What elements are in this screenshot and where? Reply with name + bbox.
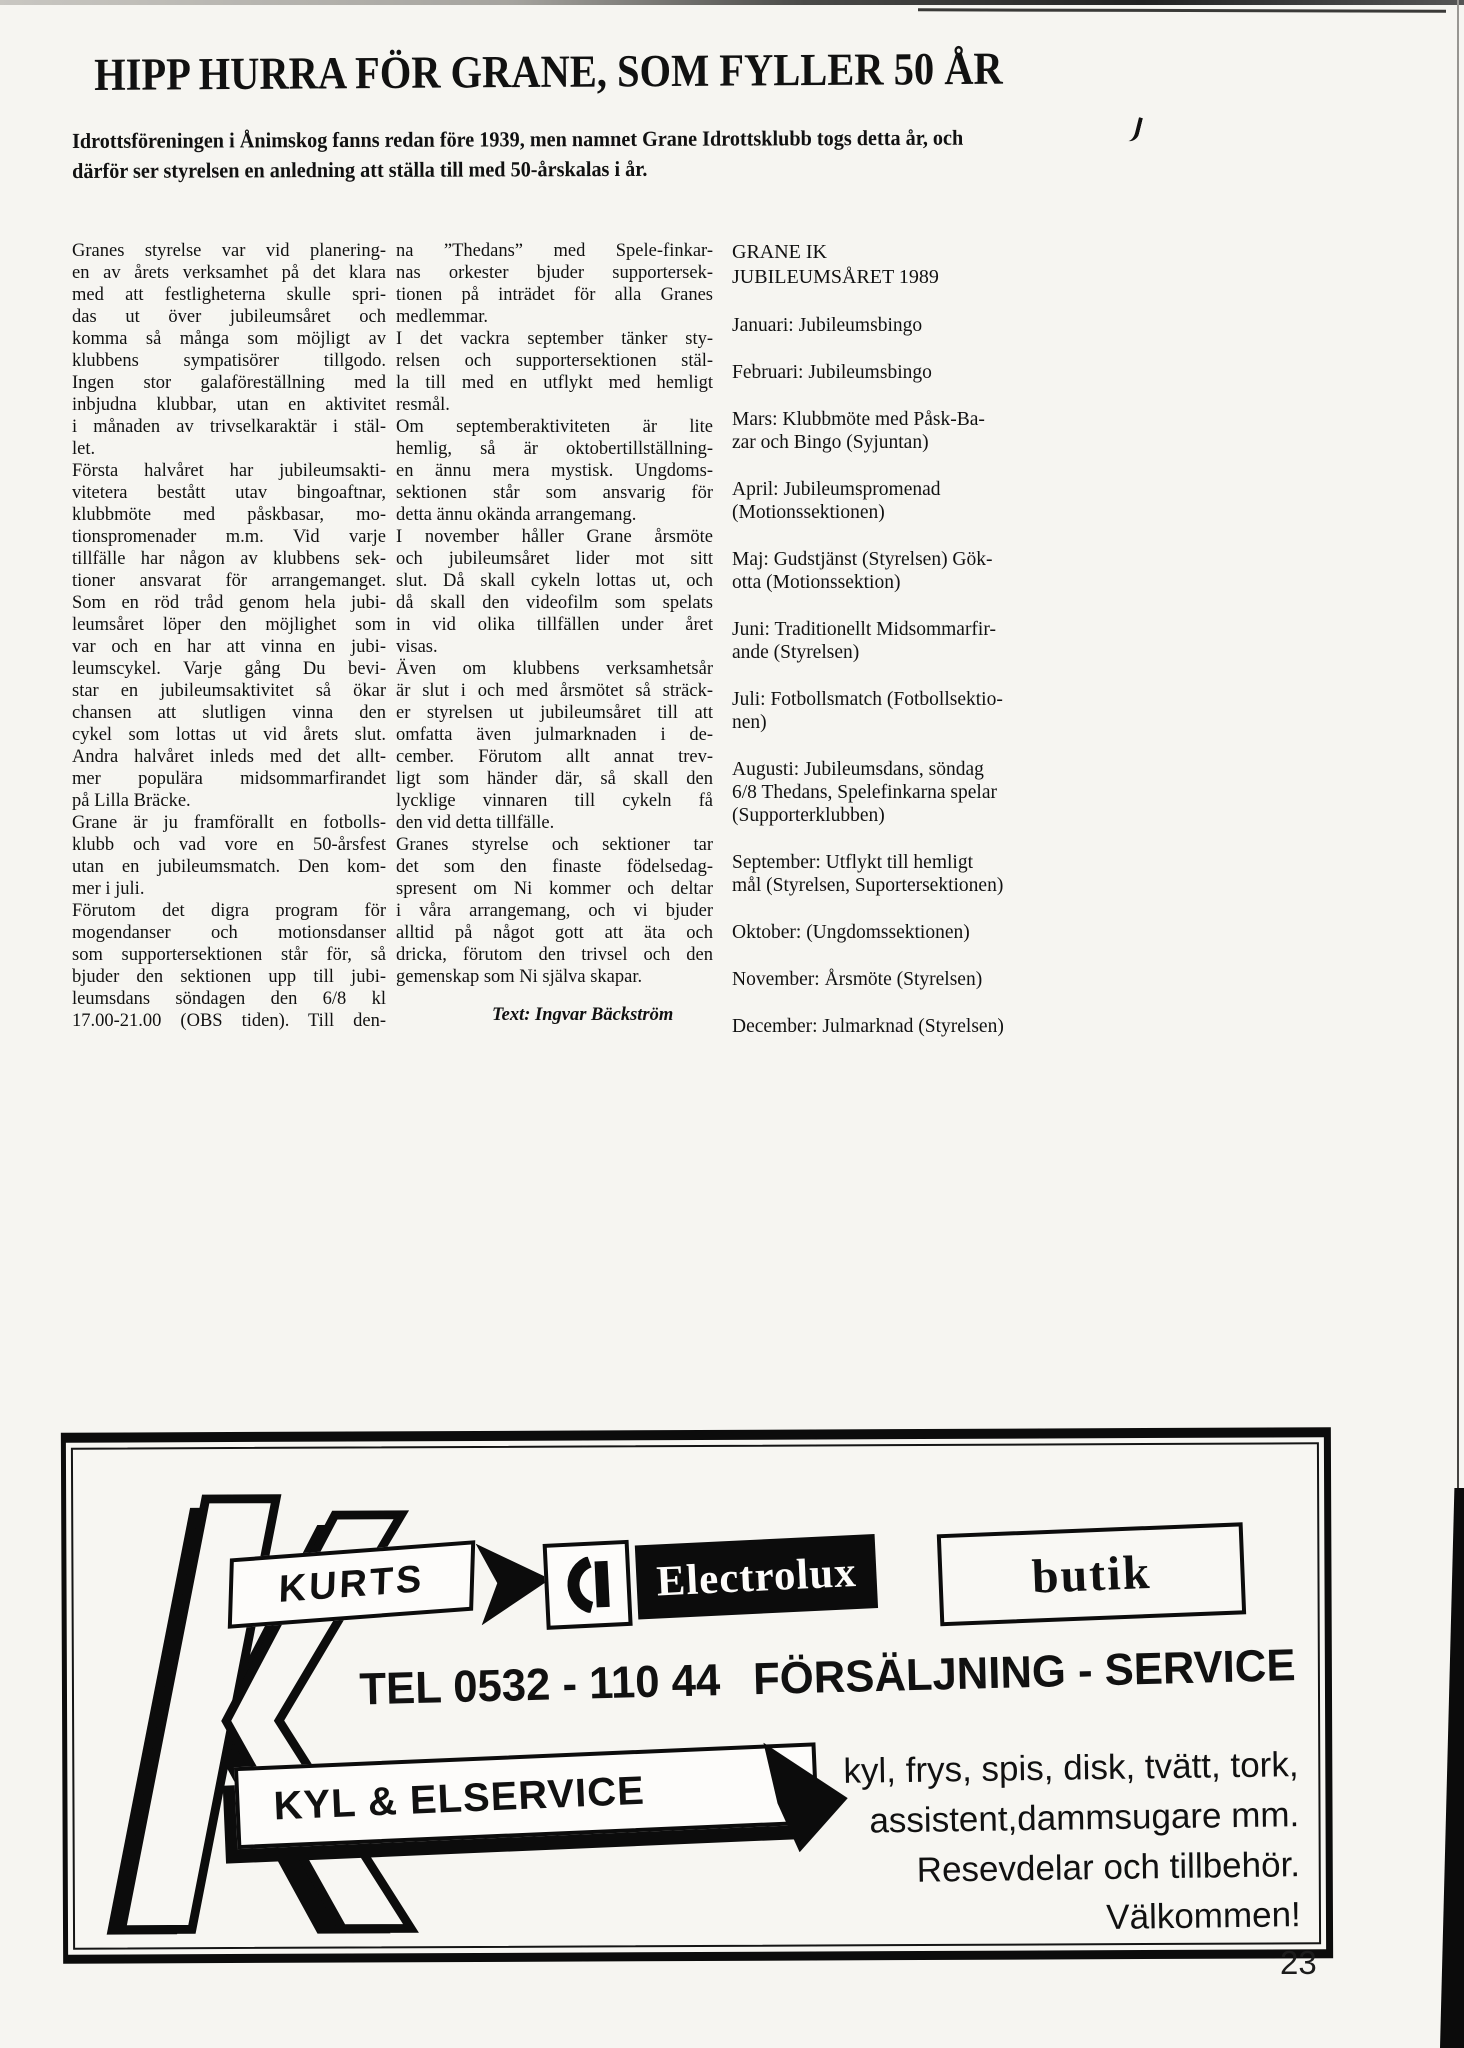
calendar-entry (732, 618, 1038, 664)
article-line: Granes styrelse och sektioner tar (396, 835, 713, 855)
article-line: klubb och vad vore en 50-årsfest (72, 835, 386, 855)
article-line: tionen på inträdet för alla Granes (396, 285, 713, 305)
article-line: i månaden av trivselkaraktär i stäl- (72, 417, 386, 437)
calendar-entry-line: ande (Styrelsen) (732, 642, 860, 663)
butik-box (937, 1522, 1246, 1626)
article-line: omfatta även julmarknaden i de- (396, 725, 713, 745)
page-number: 23 (1280, 1944, 1317, 1981)
article-line: gemenskap som Ni själva skapar. (396, 967, 643, 987)
calendar-entry-line: Juni: Traditionellt Midsommarfir- (732, 619, 996, 640)
calendar-entry-line: otta (Motionssektion) (732, 572, 901, 593)
calendar-entry (732, 361, 1038, 384)
article-line: en ännu mera mystisk. Ungdoms- (396, 461, 713, 481)
article-line: cykel som lottas ut vid årets slut. (72, 725, 386, 745)
calendar-entry-line: November: Årsmöte (Styrelsen) (732, 969, 983, 990)
article-line: ligt som händer där, så skall den (396, 769, 713, 789)
calendar-entry (732, 851, 1038, 897)
article-line: Även om klubbens verksamhetsår (396, 659, 713, 679)
article-line: let. (72, 439, 96, 459)
intro-paragraph (72, 122, 1069, 186)
article-line: Första halvåret har jubileumsakti- (72, 461, 386, 481)
article-line: leumscykel. Varje gång Du bevi- (72, 659, 386, 679)
calendar-entry-line: Januari: Jubileumsbingo (732, 315, 923, 336)
article-line: klubbmöte med påskbasar, mo- (72, 505, 386, 525)
article-line: leumsåret löper den möjlighet som (72, 615, 386, 635)
article-line: sektionen står som ansvarig för (396, 483, 713, 503)
article-line: som supportersektionen står för, så (72, 945, 386, 965)
article-line: Förutom det digra program för (72, 901, 386, 921)
ad-product-list (678, 1740, 1301, 1949)
calendar-entry (732, 921, 1038, 944)
butik-label: butik (1030, 1545, 1153, 1604)
article-line: detta ännu okända arrangemang. (396, 505, 637, 525)
calendar-entry-line: Maj: Gudstjänst (Styrelsen) Gök- (732, 549, 993, 570)
article-line: la till med en utflykt med hemligt (396, 373, 713, 393)
article-line: slut. Då skall cykeln lottas ut, och (396, 571, 713, 591)
article-line: vitetera bestått utav bingoaftnar, (72, 483, 386, 503)
page-title: HIPP HURRA FÖR GRANE, SOM FYLLER 50 ÅR (94, 42, 1003, 100)
article-line: mogendanser och motionsdanser (72, 923, 386, 943)
article-line: leumsdans söndagen den 6/8 kl (72, 989, 386, 1009)
calendar-entry (732, 314, 1038, 337)
article-line: klubbens sympatisörer tillgodo. (72, 351, 386, 371)
calendar-entries (732, 314, 1038, 1038)
article-line: relsen och supportersektionen stäl- (396, 351, 713, 371)
article-line: den vid detta tillfälle. (396, 813, 555, 833)
article-line: Om septemberaktiviteten är lite (396, 417, 713, 437)
article-line: hemlig, så är oktobertillställning- (396, 439, 713, 459)
article-line: I det vackra september tänker sty- (396, 329, 713, 349)
article-line: inbjudna klubbar, utan en aktivitet (72, 395, 386, 415)
kurts-label: KURTS (278, 1557, 425, 1611)
calendar-column (732, 240, 1038, 1062)
article-column-1 (72, 240, 386, 1032)
calendar-entry (732, 548, 1038, 594)
calendar-entry-line: 6/8 Thedans, Spelefinkarna spelar (732, 782, 997, 803)
services-label: FÖRSÄLJNING - SERVICE (752, 1639, 1297, 1705)
calendar-title-line: JUBILEUMSÅRET 1989 (732, 266, 939, 288)
article-line: I november håller Grane årsmöte (396, 527, 713, 547)
scan-edge-top-dark (918, 8, 1446, 12)
ad-product-line: assistent,dammsugare mm. (869, 1795, 1300, 1841)
calendar-entry-line: zar och Bingo (Syjuntan) (732, 432, 929, 453)
article-line: mer i juli. (72, 879, 145, 899)
calendar-entry-line: Oktober: (Ungdomssektionen) (732, 922, 970, 943)
article-line: chansen att slutligen vinna den (72, 703, 386, 723)
article-line: då skall den videofilm som spelats (396, 593, 713, 613)
calendar-entry-line: Mars: Klubbmöte med Påsk-Ba- (732, 409, 985, 430)
calendar-entry-line: December: Julmarknad (Styrelsen) (732, 1016, 1004, 1037)
article-line: tillfälle har någon av klubbens sek- (72, 549, 386, 569)
calendar-entry (732, 968, 1038, 991)
intro-line: därför ser styrelsen en anledning att ställa till med 50-årskalas i år. (72, 156, 648, 183)
calendar-entry (732, 478, 1038, 524)
article-column-2 (396, 240, 713, 1026)
article-line: med att festligheterna skulle spri- (72, 285, 386, 305)
calendar-title (732, 240, 1038, 290)
article-line: bjuder den sektionen upp till jubi- (72, 967, 386, 987)
article-line: cember. Förutom allt annat trev- (396, 747, 713, 767)
article-line: medlemmar. (396, 307, 488, 327)
calendar-entry (732, 408, 1038, 454)
ad-product-line: Välkommen! (1105, 1895, 1302, 1938)
article-line: utan en jubileumsmatch. Den kom- (72, 857, 386, 877)
calendar-entry-line: (Supporterklubben) (732, 805, 885, 826)
article-line: mer populära midsommarfirandet (72, 769, 386, 789)
ad-product-line: kyl, frys, spis, disk, tvätt, tork, (843, 1745, 1299, 1791)
calendar-entry-line: September: Utflykt till hemligt (732, 852, 974, 873)
article-line: na ”Thedans” med Spele-finkar- (396, 241, 713, 261)
article-line: Grane är ju framförallt en fotbolls- (72, 813, 386, 833)
electrolux-wordmark (635, 1534, 879, 1619)
author-byline: Text: Ingvar Bäckström (492, 1005, 674, 1025)
article-line: Granes styrelse var vid planering- (72, 241, 386, 261)
calendar-entry-line: Augusti: Jubileumsdans, söndag (732, 759, 984, 780)
article-line: Andra halvåret inleds med det allt- (72, 747, 386, 767)
article-line: dricka, förutom den trivsel och den (396, 945, 713, 965)
scan-stray-mark (1123, 115, 1143, 144)
calendar-entry-line: April: Jubileumspromenad (732, 479, 941, 500)
article-line: tionspromenader m.m. Vid varje (72, 527, 386, 547)
calendar-title-line: GRANE IK (732, 241, 827, 263)
calendar-entry (732, 1015, 1038, 1038)
calendar-entry-line: nen) (732, 712, 767, 733)
article-line: i våra arrangemang, och vi bjuder (396, 901, 713, 921)
electrolux-symbol-icon (543, 1540, 633, 1630)
article-line: star en jubileumsaktivitet så ökar (72, 681, 386, 701)
article-line: visas. (396, 637, 438, 657)
calendar-entry-line: Juli: Fotbollsmatch (Fotbollsektio- (732, 689, 1003, 710)
article-line: resmål. (396, 395, 450, 415)
article-line: är slut i och med årsmötet så sträck- (396, 681, 713, 701)
article-line: das ut över jubileumsåret och (72, 307, 386, 327)
article-line: en av årets verksamhet på det klara (72, 263, 386, 283)
advertisement-box (61, 1427, 1333, 1964)
calendar-entry-line: Februari: Jubileumsbingo (732, 362, 932, 383)
article-line: alltid på något gott att äta och (396, 923, 713, 943)
scan-edge-corner (1440, 1488, 1464, 2048)
article-line: spresent om Ni kommer och deltar (396, 879, 713, 899)
article-line: det som den finaste födelsedag- (396, 857, 713, 877)
phone-number: TEL 0532 - 110 44 (358, 1654, 721, 1715)
article-line: komma så många som möjligt av (72, 329, 386, 349)
article-line: in vid olika tillfällen under året (396, 615, 713, 635)
scan-edge-top (0, 0, 1464, 5)
electrolux-logo (543, 1528, 879, 1630)
electrolux-label: Electrolux (655, 1548, 858, 1606)
calendar-entry (732, 758, 1038, 827)
article-line: er styrelsen ut jubileumsåret till att (396, 703, 713, 723)
article-line: tioner ansvarat för arrangemanget. (72, 571, 386, 591)
calendar-entry-line: mål (Styrelsen, Suportersektionen) (732, 875, 1004, 896)
article-line: 17.00-21.00 (OBS tiden). Till den- (72, 1011, 386, 1031)
calendar-entry (732, 688, 1038, 734)
calendar-entry-line: (Motionssektionen) (732, 502, 885, 523)
article-column-2-lines (396, 240, 713, 988)
article-line: Som en röd tråd genom hela jubi- (72, 593, 386, 613)
kyl-elservice-label: KYL & ELSERVICE (272, 1768, 646, 1829)
article-line: Ingen stor galaföreställning med (72, 373, 386, 393)
intro-line: Idrottsföreningen i Ånimskog fanns redan före 1939, men namnet Grane Idrottsklubb togs detta år, och (72, 125, 964, 153)
ad-product-line: Resevdelar och tillbehör. (916, 1845, 1301, 1890)
article-line: och jubileumsåret lider mot sitt (396, 549, 713, 569)
article-line: på Lilla Bräcke. (72, 791, 191, 811)
article-line: lycklige vinnaren till cykeln få (396, 791, 713, 811)
article-line: nas orkester bjuder supportersek- (396, 263, 713, 283)
article-line: var och en har att vinna en jubi- (72, 637, 386, 657)
